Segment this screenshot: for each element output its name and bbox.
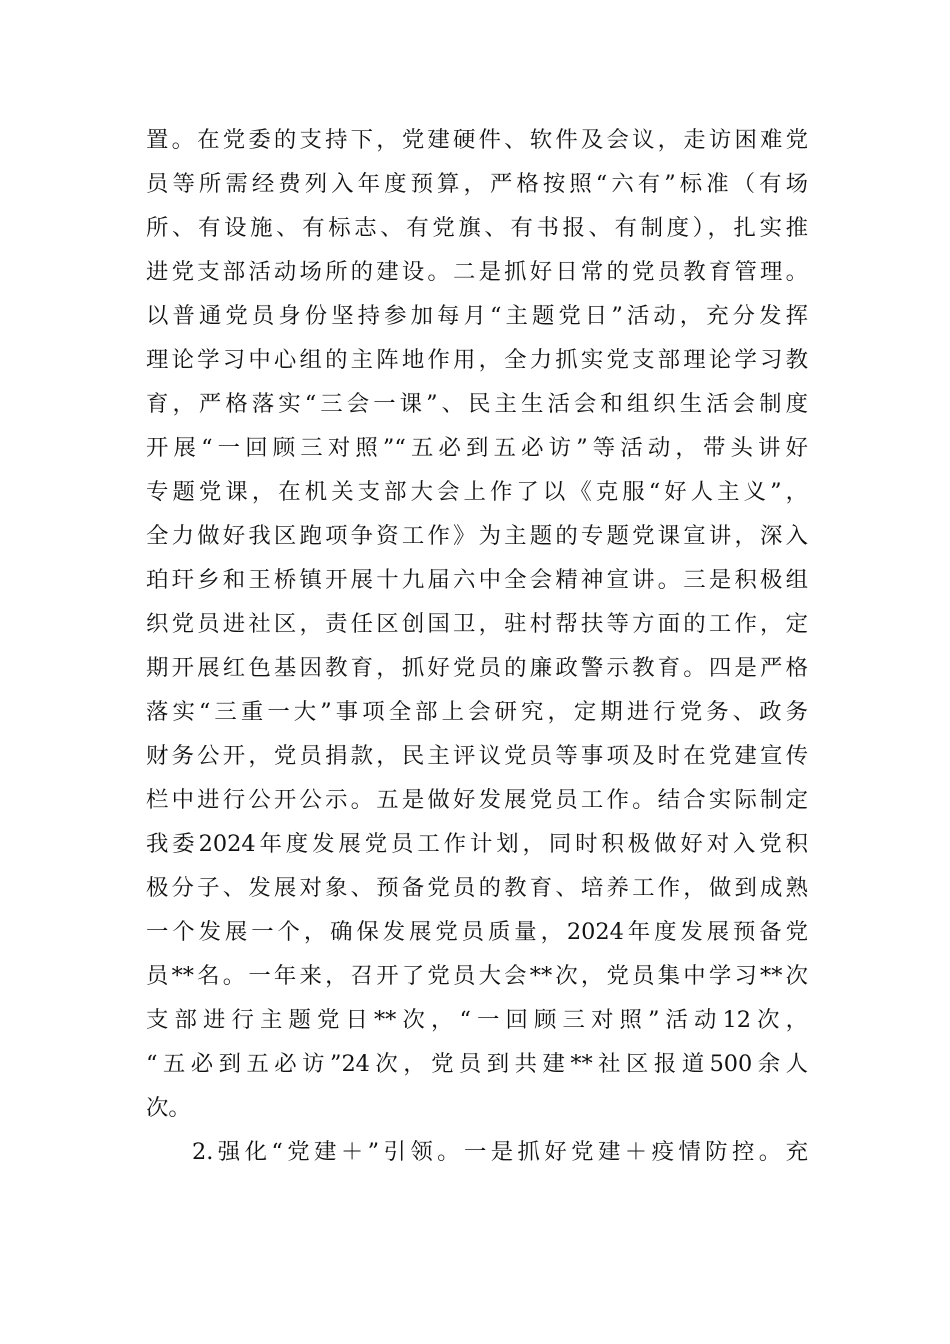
text-line: 理论学习中心组的主阵地作用，全力抓实党支部理论学习教 [146,347,808,373]
text-line: 以普通党员身份坚持参加每月“主题党日”活动，充分发挥 [146,303,808,329]
text-line: 员**名。一年来，召开了党员大会**次，党员集中学习**次 [146,963,808,989]
text-line: 次。 [146,1095,191,1121]
body-text [146,118,808,1174]
text-line: 育，严格落实“三会一课”、民主生活会和组织生活会制度 [146,391,808,417]
text-line: “五必到五必访”24次，党员到共建**社区报道500余人 [146,1051,808,1077]
text-line: 员等所需经费列入年度预算，严格按照“六有”标准（有场 [146,171,808,197]
paragraph-start-line: 2.强化“党建＋”引领。一是抓好党建＋疫情防控。充 [192,1139,808,1165]
text-line: 期开展红色基因教育，抓好党员的廉政警示教育。四是严格 [146,655,808,681]
text-line: 置。在党委的支持下，党建硬件、软件及会议，走访困难党 [146,127,808,153]
text-line: 财务公开，党员捐款，民主评议党员等事项及时在党建宣传 [146,743,808,769]
text-line: 支部进行主题党日**次，“一回顾三对照”活动12次， [146,1007,808,1033]
text-line: 全力做好我区跑项争资工作》为主题的专题党课宣讲，深入 [146,523,808,549]
text-line: 落实“三重一大”事项全部上会研究，定期进行党务、政务 [146,699,808,725]
text-line: 栏中进行公开公示。五是做好发展党员工作。结合实际制定 [146,787,808,813]
text-line: 所、有设施、有标志、有党旗、有书报、有制度），扎实推 [146,215,808,241]
text-line: 极分子、发展对象、预备党员的教育、培养工作，做到成熟 [146,875,808,901]
text-line: 开展“一回顾三对照”“五必到五必访”等活动，带头讲好 [146,435,808,461]
text-line: 织党员进社区，责任区创国卫，驻村帮扶等方面的工作，定 [146,611,808,637]
text-line: 我委2024年度发展党员工作计划，同时积极做好对入党积 [146,831,808,857]
text-line: 一个发展一个，确保发展党员质量，2024年度发展预备党 [146,919,808,945]
text-line: 专题党课，在机关支部大会上作了以《克服“好人主义”， [146,479,808,505]
text-line: 珀玕乡和王桥镇开展十九届六中全会精神宣讲。三是积极组 [146,567,808,593]
text-line: 进党支部活动场所的建设。二是抓好日常的党员教育管理。 [146,259,808,285]
